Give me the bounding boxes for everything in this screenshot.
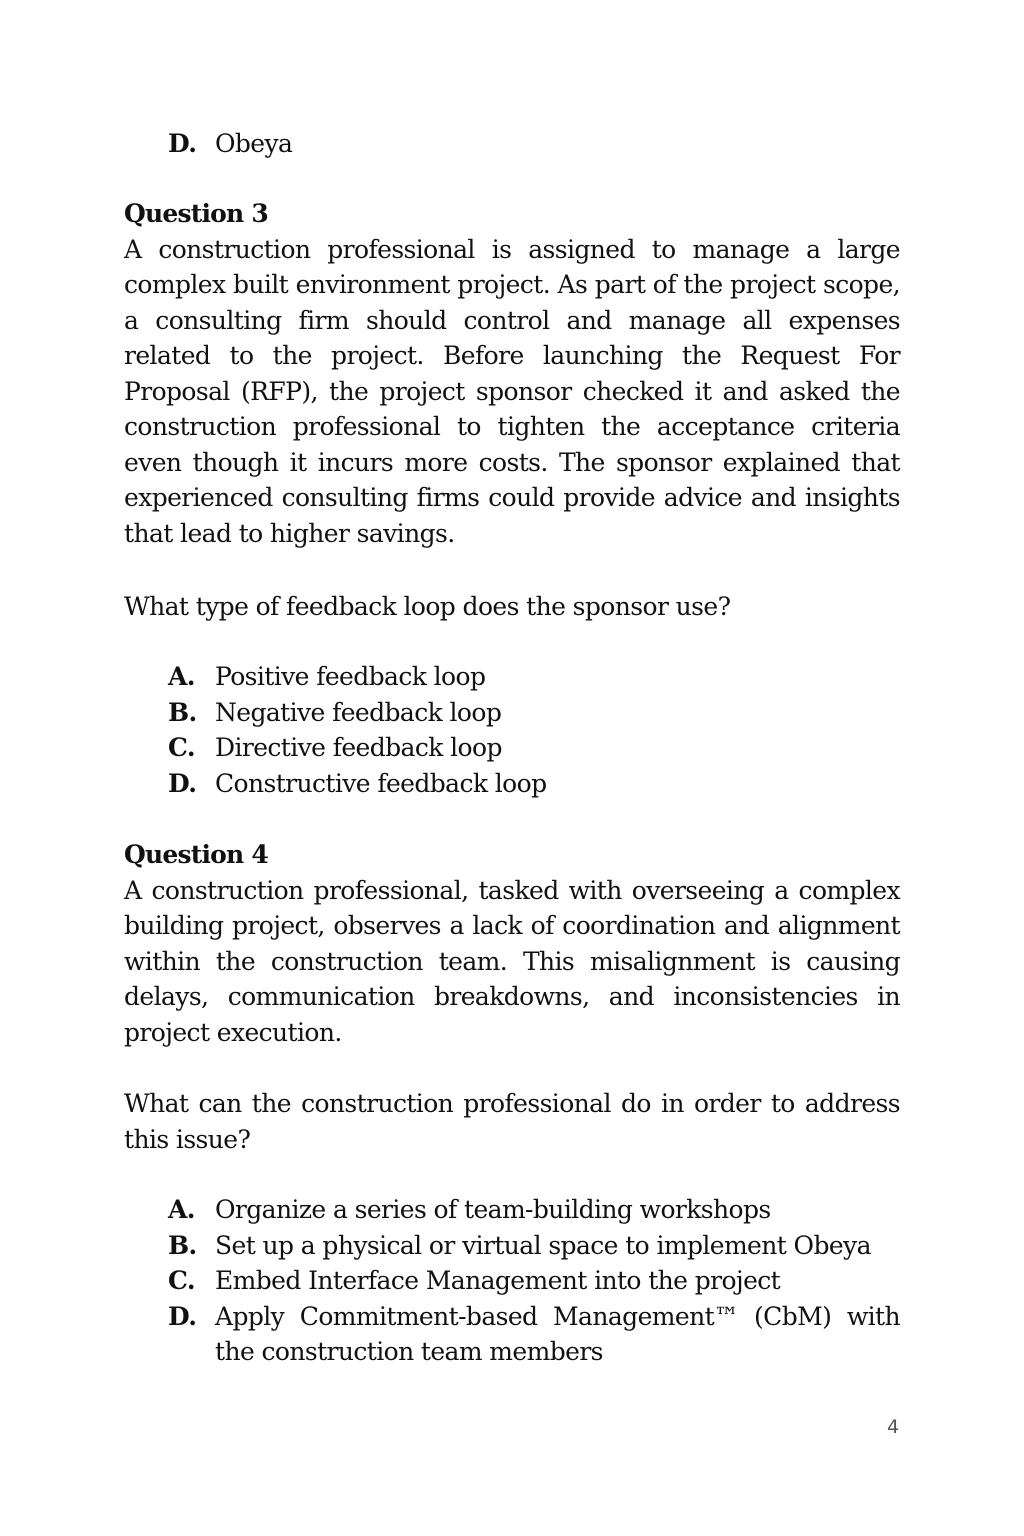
previous-question-option [124,126,900,162]
option-text: Apply Commitment-based Management™ (CbM) with the construction team members [215,1301,900,1366]
option-text: Positive feedback loop [215,662,486,691]
option-text: Negative feedback loop [215,697,502,727]
option-d[interactable] [124,1299,900,1370]
option-d[interactable] [124,766,900,802]
option-b[interactable] [124,1228,900,1264]
option-letter: C. [168,733,195,762]
page-number: 4 [886,1416,900,1438]
question-4-prompt-block [124,1086,900,1157]
question-scenario: A construction professional, tasked with overseeing a complex building project, observes a lack of coordination and alignment within the construction team. This misalignment is causing delays, communication breakdowns, and inconsistencies in project execution. [124,875,900,1047]
question-heading: Question 3 [124,199,268,228]
option-letter: B. [168,697,197,727]
option-c[interactable] [124,730,900,766]
option-text: Embed Interface Management into the project [215,1266,781,1295]
option-c[interactable] [124,1263,900,1299]
option-letter: D. [168,1301,197,1331]
question-3-options [124,659,900,801]
question-prompt: What can the construction professional do in order to address this issue? [124,1089,900,1154]
option-letter: A. [168,662,195,691]
question-heading: Question 4 [124,840,268,869]
option-text: Constructive feedback loop [215,768,547,798]
option-a[interactable] [124,1192,900,1228]
option-text: Directive feedback loop [215,733,502,762]
option-b[interactable] [124,695,900,731]
option-letter: B. [168,1230,197,1260]
question-scenario: A construction professional is assigned to manage a large complex built environment project. As part of the project scope, a consulting firm should control and manage all expenses related to the project. Before launching the Request For Proposal (RFP), the project sponsor checked it and asked the construction professional to tighten the acceptance criteria even though it incurs more costs. The sponsor explained that experienced consulting firms could provide advice and insights that lead to higher savings. [124,234,900,548]
option-a[interactable] [124,659,900,695]
question-3 [124,196,900,551]
option-text: Set up a physical or virtual space to implement Obeya [215,1230,871,1260]
question-prompt: What type of feedback loop does the sponsor use? [124,592,731,621]
option-letter: A. [168,1195,195,1224]
question-3-prompt-block [124,589,900,625]
option-letter: D. [168,129,197,158]
question-4-options [124,1192,900,1370]
option-text: Obeya [215,129,293,158]
option-text: Organize a series of team-building workshops [215,1195,771,1224]
option-letter: C. [168,1266,195,1295]
option-letter: D. [168,768,197,798]
question-4 [124,837,900,1050]
